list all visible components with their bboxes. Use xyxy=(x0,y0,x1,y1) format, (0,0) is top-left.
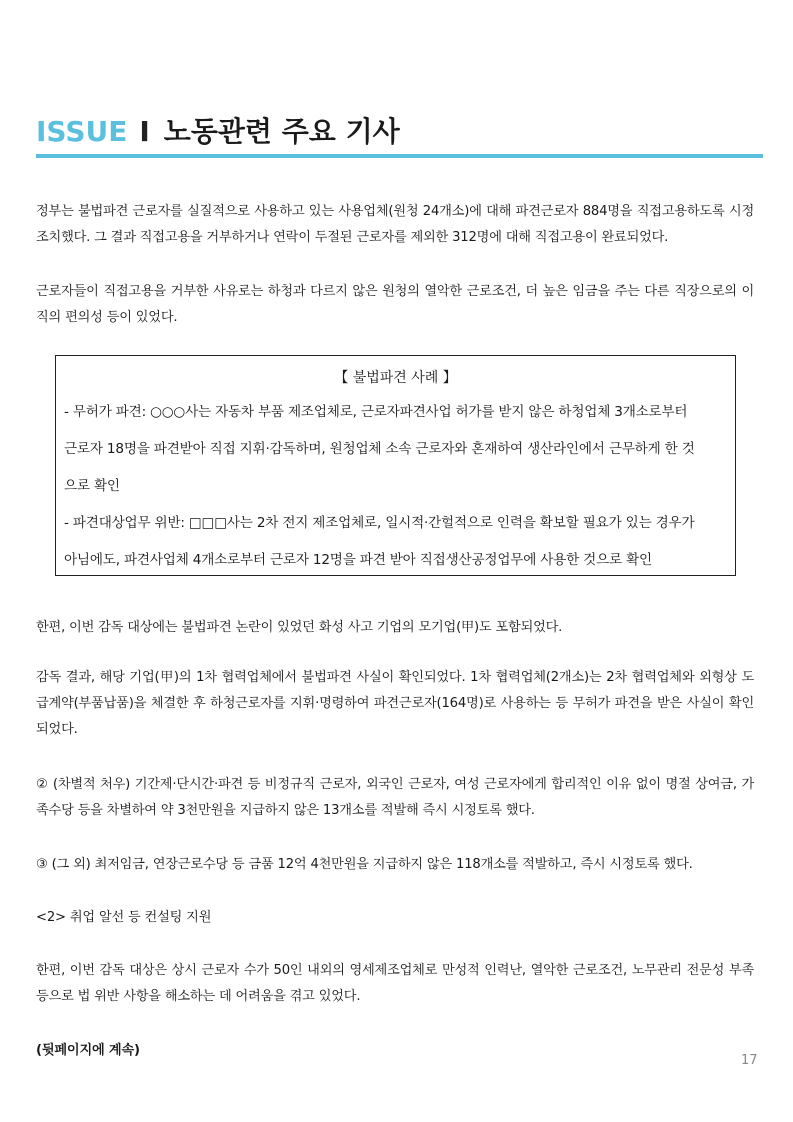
header-rule xyxy=(36,154,763,158)
case-line: 근로자 18명을 파견받아 직접 지휘·감독하며, 원청업체 소속 근로자와 혼재하여 생산라인에서 근무하게 한 것 xyxy=(64,441,695,457)
paragraph-discrimination: ② (차별적 처우) 기간제·단시간·파견 등 비정규직 근로자, 외국인 근로자, 여성 근로자에게 합리적인 이유 없이 명절 상여금, 가족수당 등을 차별하여 약 3천만원을 지급하지 않은 13개소를 적발해 즉시 시정토록 했다. xyxy=(36,777,754,818)
case-box-title: 【 불법파견 사례 】 xyxy=(334,370,457,386)
page-title xyxy=(36,112,763,152)
page-number: 17 xyxy=(741,1053,758,1068)
paragraph-other-violations: ③ (그 외) 최저임금, 연장근로수당 등 금품 12억 4천만원을 지급하지 않은 118개소를 적발하고, 즉시 시정토록 했다. xyxy=(36,857,693,872)
case-line: - 파견대상업무 위반: □□□사는 2차 전지 제조업체로, 일시적·간헐적으로 인력을 확보할 필요가 있는 경우가 xyxy=(64,515,695,531)
section-heading-consulting: <2> 취업 알선 등 컨설팅 지원 xyxy=(36,910,212,925)
case-line: 아님에도, 파견사업체 4개소로부터 근로자 12명을 파견 받아 직접생산공정업무에 사용한 것으로 확인 xyxy=(64,552,652,568)
illegal-dispatch-case-box xyxy=(55,355,736,576)
paragraph-direct-hire: 정부는 불법파견 근로자를 실질적으로 사용하고 있는 사용업체(원청 24개소)에 대해 파견근로자 884명을 직접고용하도록 시정조치했다. 그 결과 직접고용을 거부하거나 연락이 두절된 근로자를 제외한 312명에 대해 직접고용이 완료되었다. xyxy=(36,204,754,245)
title-separator: I xyxy=(139,115,150,148)
case-line: - 무허가 파견: ○○○사는 자동차 부품 제조업체로, 근로자파견사업 허가를 받지 않은 하청업체 3개소로부터 xyxy=(64,404,688,420)
paragraph-inspection-result: 감독 결과, 해당 기업(甲)의 1차 협력업체에서 불법파견 사실이 확인되었다. 1차 협력업체(2개소)는 2차 협력업체와 외형상 도급계약(부품납품)을 체결한 후 하청근로자를 지휘·명령하여 파견근로자(164명)로 사용하는 등 무허가 파견을 받은 사실이 확인되었다. xyxy=(36,670,754,737)
paragraph-small-firms: 한편, 이번 감독 대상은 상시 근로자 수가 50인 내외의 영세제조업체로 만성적 인력난, 열악한 근로조건, 노무관리 전문성 부족 등으로 법 위반 사항을 해소하는 데 어려움을 겪고 있었다. xyxy=(36,963,754,1004)
case-line: 으로 확인 xyxy=(64,478,120,494)
continued-note: (뒷페이지에 계속) xyxy=(36,1043,140,1058)
paragraph-refusal-reasons: 근로자들이 직접고용을 거부한 사유로는 하청과 다르지 않은 원청의 열악한 근로조건, 더 높은 임금을 주는 다른 직장으로의 이직의 편의성 등이 있었다. xyxy=(36,284,754,325)
issue-label: ISSUE xyxy=(36,115,128,148)
paragraph-parent-company: 한편, 이번 감독 대상에는 불법파견 논란이 있었던 화성 사고 기업의 모기업(甲)도 포함되었다. xyxy=(36,620,563,635)
title-text: 노동관련 주요 기사 xyxy=(163,115,400,148)
page-header xyxy=(36,112,763,158)
